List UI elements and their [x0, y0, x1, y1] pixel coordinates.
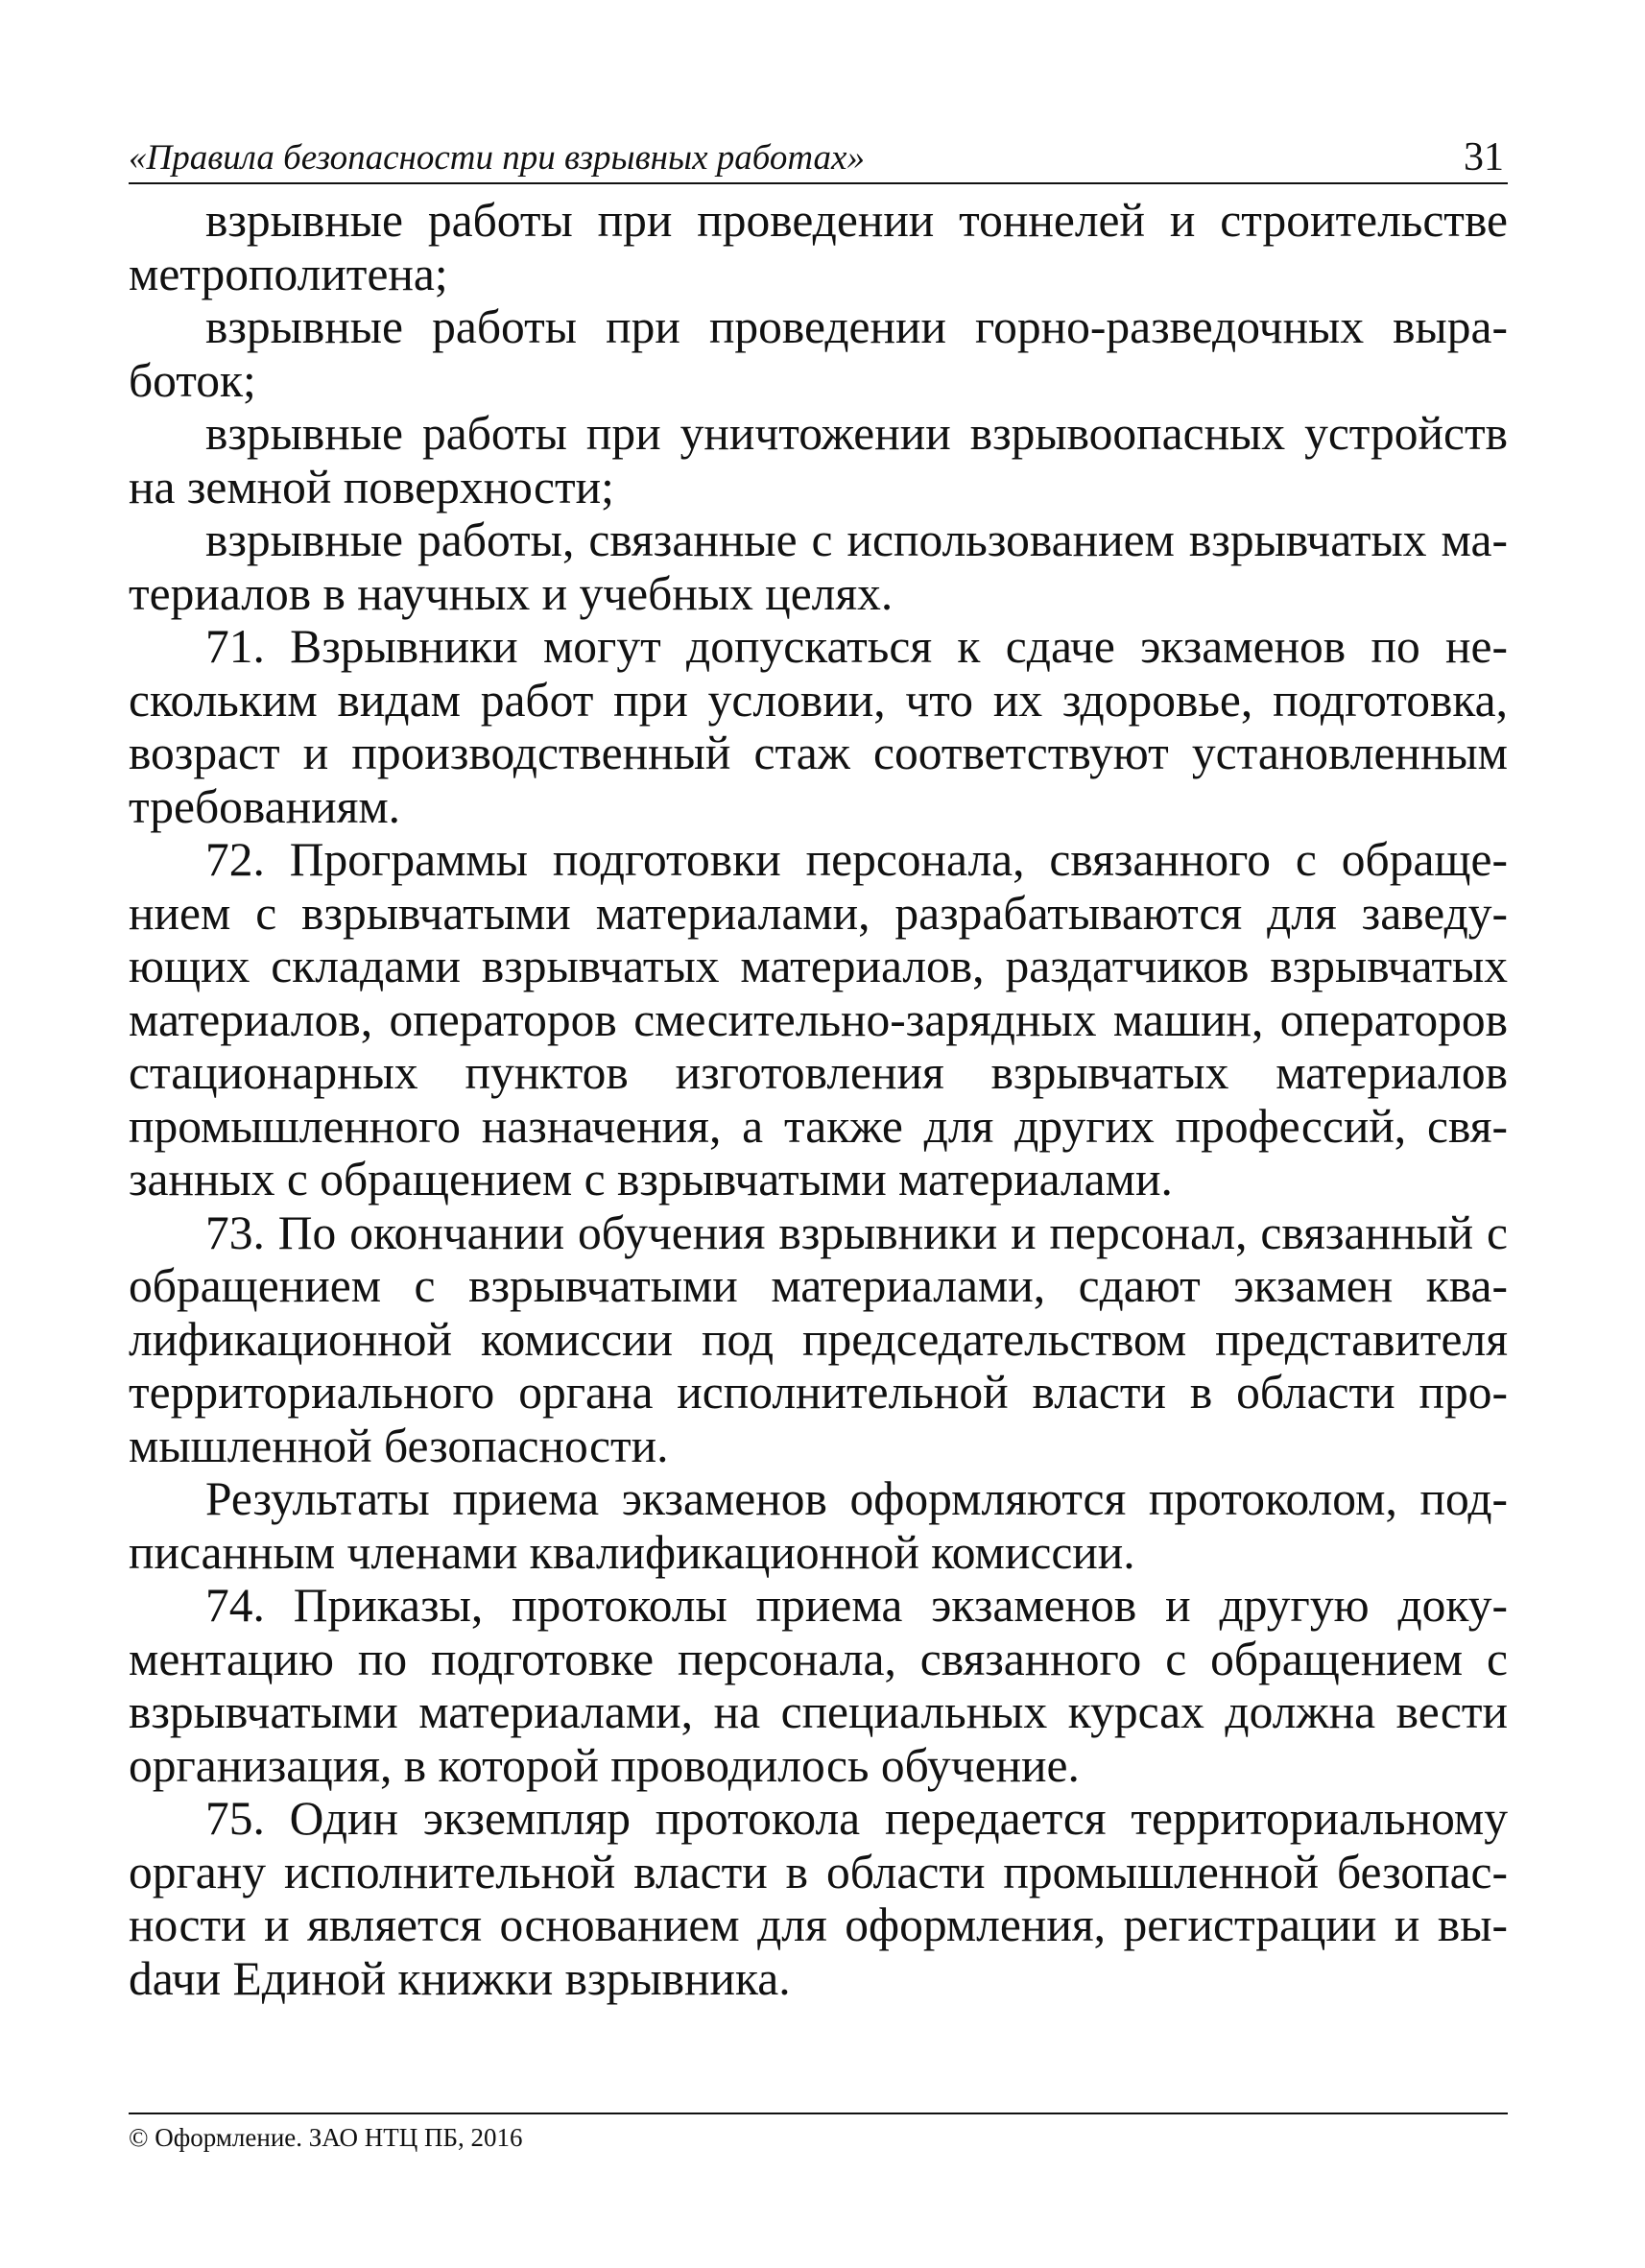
body-text [129, 194, 1508, 2005]
page-number: 31 [1464, 135, 1504, 179]
paragraph: взрывные работы, связанные с использованием взрывчатых материалов в научных и учебных целях. [129, 513, 1508, 620]
copyright-note: © Оформление. ЗАО НТЦ ПБ, 2016 [129, 2123, 523, 2152]
paragraph-item-73: 73. По окончании обучения взрывники и персонал, связанный с обращением с взрывчатыми материалами, сдают экзамен квалификационной комиссии под председательством представителя территориального органа исполнительной власти в области промышленной безопасности. [129, 1206, 1508, 1472]
paragraph-item-72: 72. Программы подготовки персонала, связанного с обращением с взрывчатыми материалами, разрабатываются для заведующих складами взрывчатых материалов, раздатчиков взрывчатых материалов, операторов смесительно-зарядных машин, операторов стационарных пунктов изготовления взрывчатых материалов промышленного назначения, а также для других профессий, связанных с обращением с взрывчатыми материалами. [129, 833, 1508, 1206]
running-title: «Правила безопасности при взрывных работах» [129, 138, 865, 178]
running-header [129, 123, 1508, 184]
paragraph: Результаты приема экзаменов оформляются протоколом, подписанным членами квалификационной комиссии. [129, 1472, 1508, 1579]
footer-divider [129, 2113, 1508, 2114]
paragraph: взрывные работы при проведении тоннелей и строительстве метрополитена; [129, 194, 1508, 300]
paragraph: взрывные работы при уничтожении взрывоопасных устройств на земной поверхности; [129, 407, 1508, 513]
paragraph: взрывные работы при проведении горно-разведочных выработок; [129, 300, 1508, 407]
paragraph-item-71: 71. Взрывники могут допускаться к сдаче экзаменов по нескольким видам работ при условии, что их здоровье, подготовка, возраст и производственный стаж соответствуют установленным требованиям. [129, 620, 1508, 833]
document-page [129, 123, 1508, 2005]
paragraph-item-74: 74. Приказы, протоколы приема экзаменов и другую документацию по подготовке персонала, связанного с обращением с взрывчатыми материалами, на специальных курсах должна вести организация, в которой проводилось обучение. [129, 1579, 1508, 1792]
paragraph-item-75: 75. Один экземпляр протокола передается территориальному органу исполнительной власти в области промышленной безопасности и является основанием для оформления, регистрации и выdачи Единой книжки взрывника. [129, 1792, 1508, 2005]
